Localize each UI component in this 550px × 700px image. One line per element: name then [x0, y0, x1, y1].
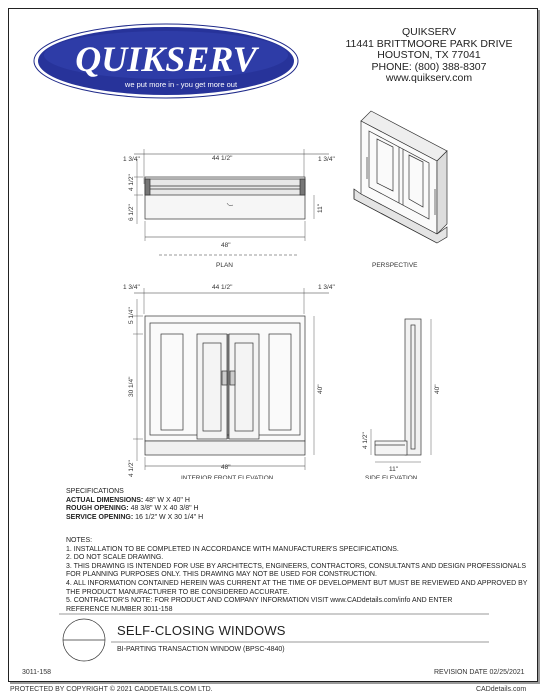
front-elevation-label: INTERIOR FRONT ELEVATION	[181, 475, 274, 479]
specs-heading: SPECIFICATIONS	[66, 488, 124, 495]
logo-wordmark: QUIKSERV	[75, 39, 257, 79]
spec-actual-value: 48" W X 40" H	[145, 496, 190, 504]
revision-date: REVISION DATE 02/25/2021	[434, 669, 525, 676]
company-name: QUIKSERV	[401, 26, 457, 38]
plan-dim-depth-bottom: 6 1/2"	[128, 204, 135, 221]
reference-number: 3011-158	[22, 669, 52, 676]
specifications	[66, 488, 203, 522]
side-dim-shelf-height: 4 1/2"	[362, 432, 369, 449]
plan-dim-depth-top: 4 1/2"	[128, 174, 135, 191]
caddetails-link[interactable]: CADdetails.com	[476, 686, 527, 693]
plan-view-label: PLAN	[216, 262, 233, 269]
spec-service-value: 16 1/2" W X 30 1/4" H	[135, 513, 204, 521]
spec-actual-label: ACTUAL DIMENSIONS:	[66, 496, 144, 504]
spec-rough-value: 48 3/8" W X 40 3/8" H	[130, 505, 199, 512]
notes-heading: NOTES:	[66, 537, 93, 544]
side-elevation-label: SIDE ELEVATION	[365, 475, 418, 479]
front-dim-width: 44 1/2"	[212, 284, 233, 291]
plan-dim-width: 44 1/2"	[212, 155, 233, 162]
notes	[66, 537, 528, 614]
plan-dim-left: 1 3/4"	[123, 156, 140, 163]
copyright-notice: PROTECTED BY COPYRIGHT © 2021 CADDETAILS.COM LTD.	[10, 686, 213, 693]
company-address-line1: 11441 BRITTMOORE PARK DRIVE	[345, 37, 513, 50]
drawing-subtitle: BI-PARTING TRANSACTION WINDOW (BPSC-4840)	[117, 646, 285, 653]
company-address-line2: HOUSTON, TX 77041	[377, 49, 481, 61]
note-line: 2. DO NOT SCALE DRAWING.	[66, 554, 164, 562]
perspective-view	[354, 111, 447, 243]
spec-service-label: SERVICE OPENING:	[66, 513, 134, 521]
front-dim-bottom: 4 1/2"	[128, 460, 135, 477]
plan-dim-overall: 48"	[221, 242, 231, 249]
side-elevation-view	[371, 319, 431, 462]
front-dim-overall: 48"	[221, 464, 231, 471]
front-elevation-view	[133, 288, 329, 470]
note-line: 5. CONTRACTOR'S NOTE: FOR PRODUCT AND COMPANY INFORMATION VISIT www.CADdetails.com/info AND ENTER	[66, 597, 453, 605]
front-dim-service-height: 30 1/4"	[128, 376, 135, 397]
note-line: 1. INSTALLATION TO BE COMPLETED IN ACCORDANCE WITH MANUFACTURER'S SPECIFICATIONS.	[66, 545, 399, 553]
drawing-sheet	[8, 8, 538, 682]
side-dim-height: 40"	[434, 384, 441, 394]
plan-dim-shelf: 11"	[317, 203, 324, 213]
side-dim-depth: 11"	[389, 466, 399, 473]
plan-view	[134, 149, 329, 255]
note-line: FOR PLANNING PURPOSES ONLY. THIS DRAWING MAY NOT BE USED FOR CONSTRUCTION.	[66, 571, 377, 579]
front-dim-height: 40"	[317, 384, 324, 394]
company-phone: PHONE: (800) 388-8307	[371, 60, 487, 73]
front-dim-left: 1 3/4"	[123, 284, 140, 291]
note-line: THE PRODUCT MANUFACTURER TO BE CONSIDERED ACCURATE.	[66, 588, 290, 596]
front-dim-top: 5 1/4"	[128, 307, 135, 324]
note-line: 3. THIS DRAWING IS INTENDED FOR USE BY ARCHITECTS, ENGINEERS, CONTRACTORS, CONSULTANTS AND DESIGN PROFESSIONALS	[66, 562, 526, 570]
drawing-title: SELF-CLOSING WINDOWS	[117, 623, 286, 638]
plan-dim-right: 1 3/4"	[318, 156, 335, 163]
spec-rough-label: ROUGH OPENING:	[66, 505, 129, 512]
perspective-view-label: PERSPECTIVE	[372, 262, 418, 269]
front-dim-right: 1 3/4"	[318, 284, 335, 291]
drawing-views	[9, 9, 537, 479]
company-website: www.quikserv.com	[385, 72, 473, 84]
title-block	[59, 612, 499, 672]
logo-tagline: we put more in - you get more out	[124, 80, 238, 89]
note-line: 4. ALL INFORMATION CONTAINED HEREIN WAS CURRENT AT THE TIME OF DEVELOPMENT BUT MUST BE REVIEWED AND APPROVED BY	[66, 579, 528, 587]
note-line: REFERENCE NUMBER 3011-158	[66, 605, 173, 613]
